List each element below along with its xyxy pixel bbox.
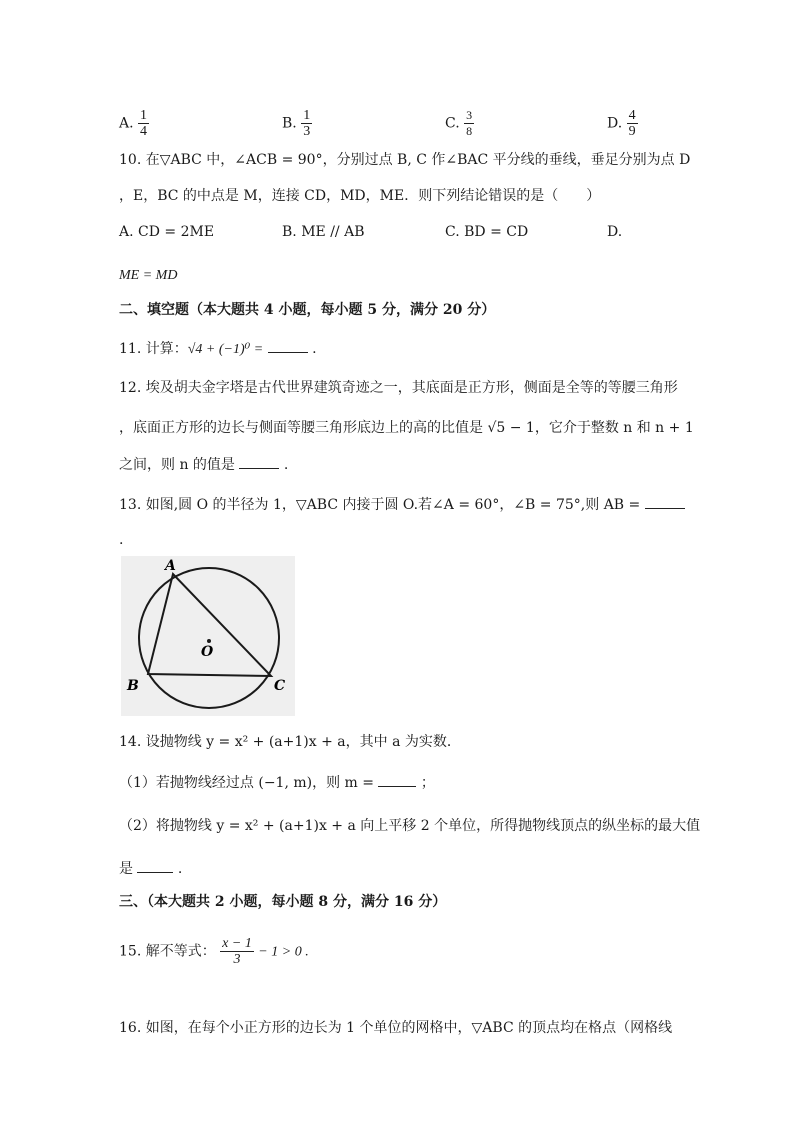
q13-answer-blank[interactable] <box>645 494 685 509</box>
label-a: A <box>165 558 176 574</box>
q9-option-a: A. $\frac{1}{4}$ <box>119 108 148 139</box>
label-o: O <box>201 644 214 660</box>
label-b: B <box>127 678 139 694</box>
q10-option-a: A. CD = 2ME <box>119 224 215 240</box>
q14-part1: （1）若抛物线经过点 (−1, m)，则 m = ； <box>119 772 435 793</box>
q10-option-d-content: ME = MD <box>119 268 178 283</box>
q10-option-b: B. ME // AB <box>282 224 365 240</box>
q10-option-c: C. BD = CD <box>445 224 529 240</box>
q10-option-d: D. <box>607 224 623 240</box>
center-point <box>207 639 211 643</box>
figure-background <box>121 556 295 716</box>
q13-text-line2: . <box>119 532 124 548</box>
q16-text-line1: 16. 如图，在每个小正方形的边长为 1 个单位的网格中，▽ABC 的顶点均在格点（网格线 <box>119 1020 673 1036</box>
circle-triangle-figure <box>121 556 295 716</box>
q14-part2-cont: 是 . <box>119 858 182 879</box>
q9-option-b: B. $\frac{1}{3}$ <box>282 108 311 139</box>
label-c: C <box>274 678 286 694</box>
q12-answer-blank[interactable] <box>239 454 279 469</box>
q14-text-line1: 14. 设抛物线 y = x² + (a+1)x + a，其中 a 为实数． <box>119 734 461 750</box>
q13-text-line1: 13. 如图,圆 O 的半径为 1，▽ABC 内接于圆 O.若∠A = 60°，∠B = 75°,则 AB = <box>119 494 685 515</box>
section-2-heading: 二、填空题（本大题共 4 小题，每小题 5 分，满分 20 分） <box>119 302 496 318</box>
q11-text: 11. 计算：√4 + (−1)⁰ = . <box>119 338 317 360</box>
q10-text-line2: ，E，BC 的中点是 M，连接 CD，MD，ME．则下列结论错误的是（ ） <box>119 188 601 204</box>
q9-option-d: D. $\frac{4}{9}$ <box>607 108 636 139</box>
q10-text-line1: 10. 在▽ABC 中，∠ACB = 90°，分别过点 B, C 作∠BAC 平分线的垂线，垂足分别为点 D <box>119 152 691 168</box>
section-3-heading: 三、（本大题共 2 小题，每小题 8 分，满分 16 分） <box>119 894 447 910</box>
q15-text: 15. 解不等式： $\frac{x - 1}{3}$ − 1 > 0 . <box>119 936 309 967</box>
q12-text-line1: 12. 埃及胡夫金字塔是古代世界建筑奇迹之一，其底面是正方形，侧面是全等的等腰三角形 <box>119 380 678 396</box>
q12-text-line2: ，底面正方形的边长与侧面等腰三角形底边上的高的比值是 √5 − 1，它介于整数 n 和 n + 1 <box>119 420 694 436</box>
q14-part2-answer-blank[interactable] <box>137 858 173 873</box>
q14-part1-answer-blank[interactable] <box>378 772 416 787</box>
q12-text-line3: 之间，则 n 的值是 . <box>119 454 288 475</box>
q14-part2: （2）将抛物线 y = x² + (a+1)x + a 向上平移 2 个单位，所得抛物线顶点的纵坐标的最大值 <box>119 818 701 834</box>
q9-option-c: C. $\frac{3}{8}$ <box>445 108 473 138</box>
q11-answer-blank[interactable] <box>268 338 308 353</box>
